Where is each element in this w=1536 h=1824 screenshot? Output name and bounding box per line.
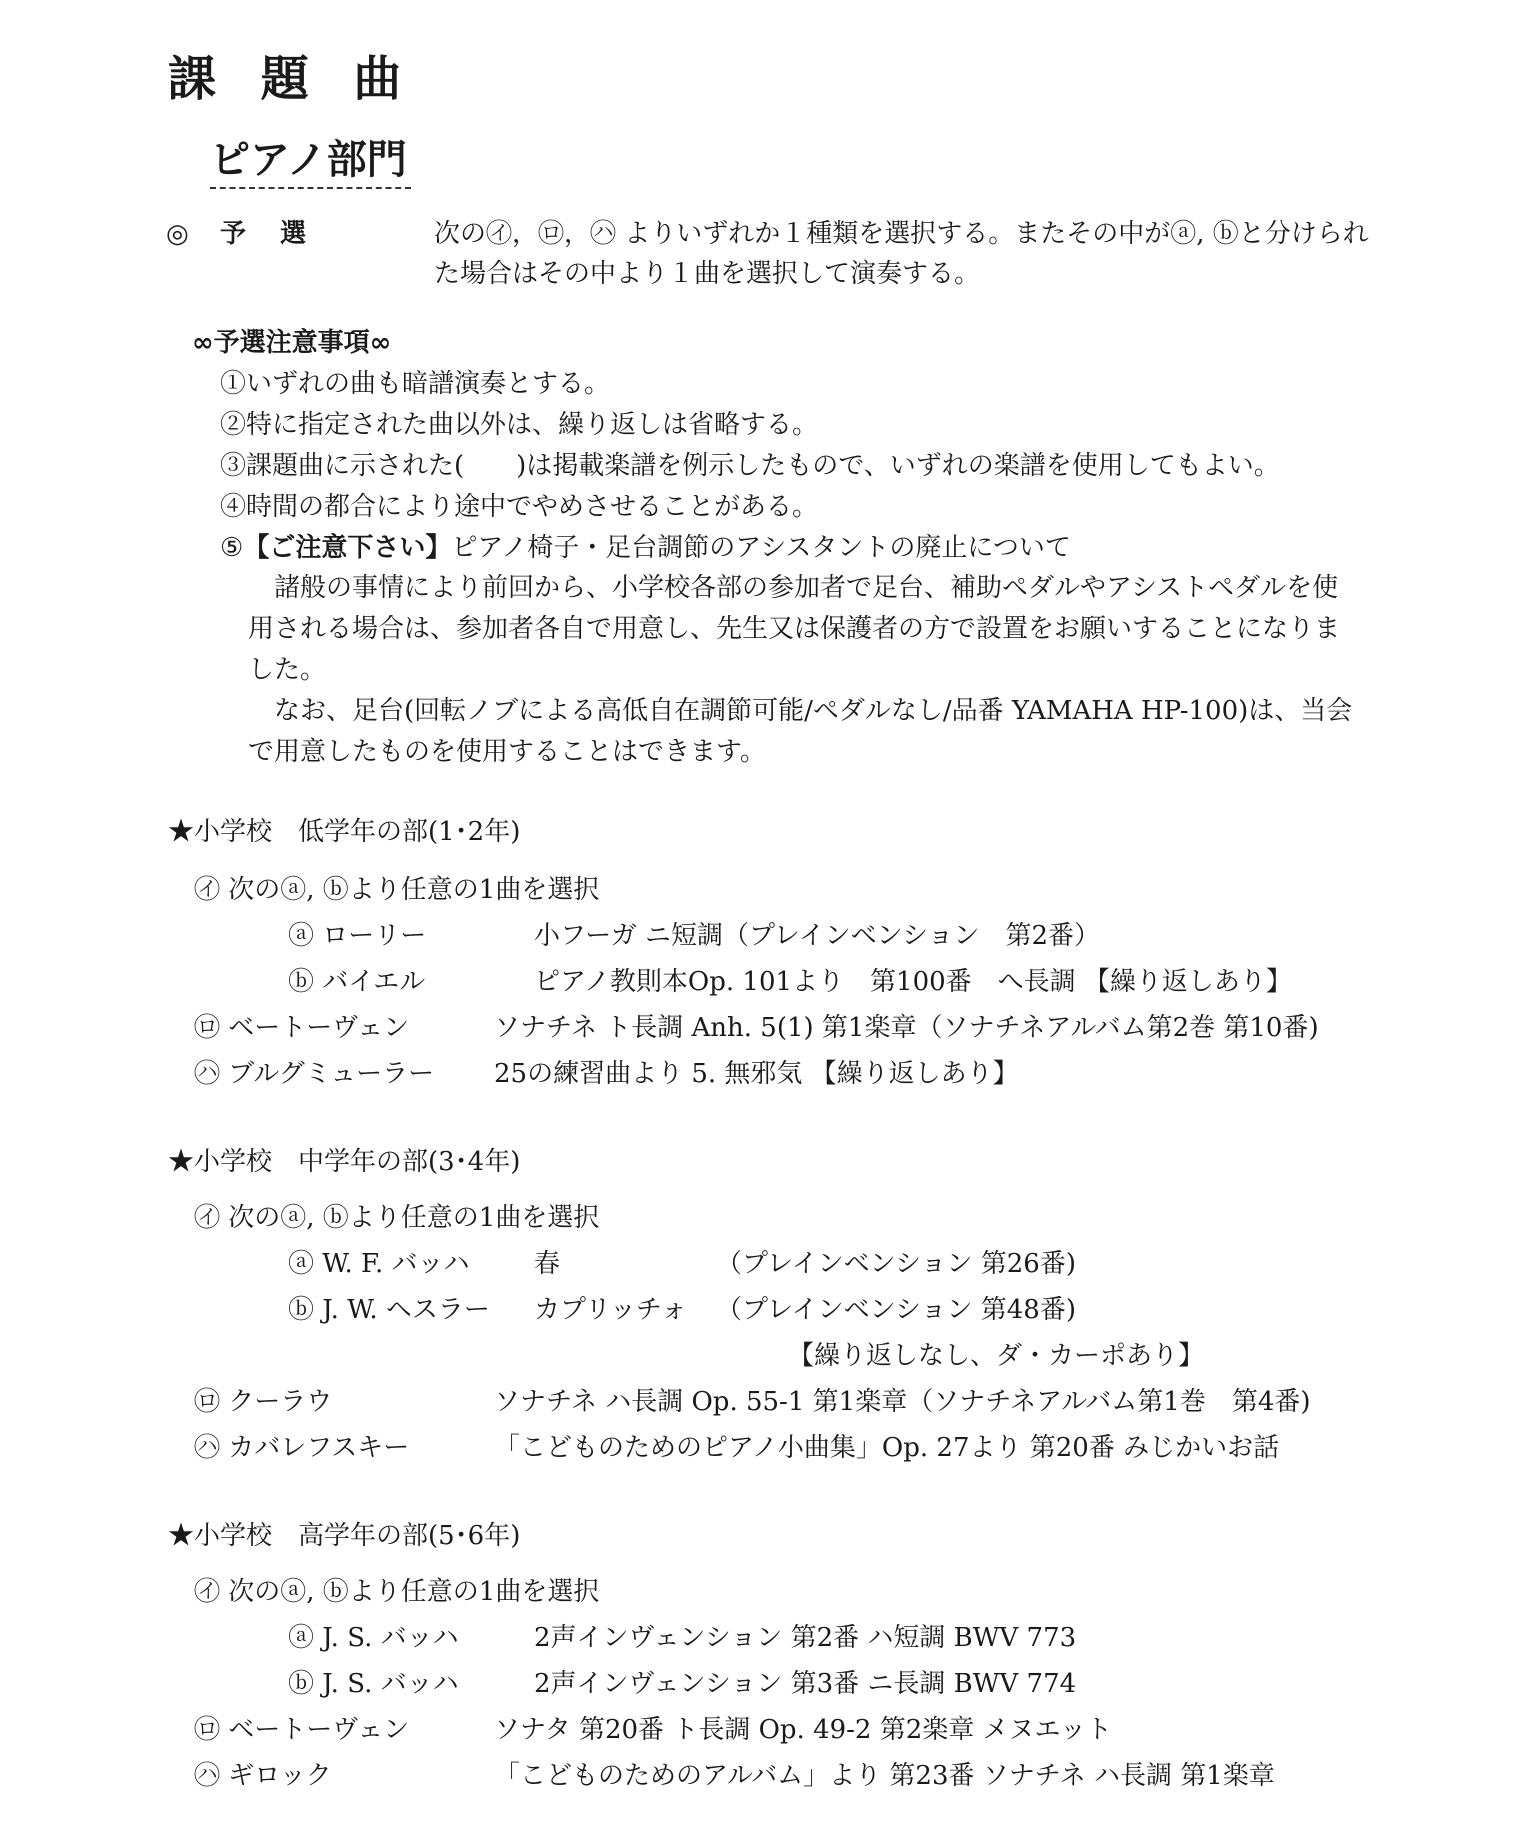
note-item-5-text: ピアノ椅子・足台調節のアシスタントの廃止について [451,533,1071,563]
notes-heading: ∞予選注意事項∞ [192,328,392,358]
div1-ro-composer: ㋺ ベートーヴェン [194,1013,410,1043]
div3-ha-piece: 「こどものためのアルバム」より 第23番 ソナチネ ハ長調 第1楽章 [494,1761,1275,1791]
yosen-desc-line2: た場合はその中より１曲を選択して演奏する。 [434,259,981,289]
div1-a-composer: ⓐ ローリー [288,921,427,951]
div3-a-piece: 2声インヴェンション 第2番 ハ短調 BWV 773 [534,1623,1077,1653]
note-item-2: ②特に指定された曲以外は、繰り返しは省略する。 [220,410,819,440]
page-title: 課 題 曲 [168,51,416,107]
note-item-3: ③課題曲に示された( )は掲載楽譜を例示したもので、いずれの楽譜を使用してもよい。 [220,451,1280,481]
div2-b-composer: ⓑ J. W. ヘスラー [288,1295,490,1325]
div1-b-composer: ⓑ バイエル [288,967,426,997]
div1-ro-piece: ソナチネ ト長調 Anh. 5(1) 第1楽章（ソナチネアルバム第2巻 第10番) [494,1013,1319,1043]
div1-ha-piece: 25の練習曲より 5. 無邪気 【繰り返しあり】 [494,1059,1019,1089]
div2-ha-composer: ㋩ カバレフスキー [194,1433,410,1463]
note-item-4: ④時間の都合により途中でやめさせることがある。 [220,492,819,522]
div2-ro-piece: ソナチネ ハ長調 Op. 55-1 第1楽章（ソナチネアルバム第1巻 第4番) [494,1387,1311,1417]
div2-a-paren: （プレインベンション 第26番) [716,1249,1076,1279]
div3-b-composer: ⓑ J. S. バッハ [288,1669,459,1699]
div3-ha-composer: ㋩ ギロック [194,1761,332,1791]
note-paragraph-2: なお、足台(回転ノブによる高低自在調節可能/ペダルなし/品番 YAMAHA HP-100)は、当会で用意したものを使用することはできます。 [248,696,1353,767]
div3-ro-piece: ソナタ 第20番 ト長調 Op. 49-2 第2楽章 メヌエット [494,1715,1113,1745]
div2-a-composer: ⓐ W. F. バッハ [288,1249,470,1279]
div2-a-piece: 春 [534,1249,561,1279]
div2-b-piece: カプリッチォ [534,1295,688,1325]
div3-b-piece: 2声インヴェンション 第3番 ニ長調 BWV 774 [534,1669,1077,1699]
note-item-5-caution: 【ご注意下さい】 [243,533,452,563]
division-heading-lower: ★小学校 低学年の部(1･2年) [168,817,521,847]
div1-b-piece: ピアノ教則本Op. 101より 第100番 へ長調 【繰り返しあり】 [534,967,1292,997]
note-item-5-num: ⑤ [220,533,244,563]
div2-b-paren: （プレインベンション 第48番) [716,1295,1076,1325]
div1-ha-composer: ㋩ ブルグミューラー [194,1059,435,1089]
div1-option-i: ㋑ 次のⓐ, ⓑより任意の1曲を選択 [194,875,600,905]
div2-b-note: 【繰り返しなし、ダ・カーポあり】 [788,1341,1205,1371]
section-heading: ピアノ部門 [210,128,411,189]
division-heading-upper: ★小学校 高学年の部(5･6年) [168,1521,521,1551]
note-item-5 [220,528,1071,568]
div2-option-i: ㋑ 次のⓐ, ⓑより任意の1曲を選択 [194,1203,600,1233]
div1-a-piece: 小フーガ ニ短調（プレインベンション 第2番） [534,921,1100,951]
div3-a-composer: ⓐ J. S. バッハ [288,1623,459,1653]
div2-ro-composer: ㋺ クーラウ [194,1387,333,1417]
yosen-label: 予 選 [220,219,311,249]
note-paragraph-1: 諸般の事情により前回から、小学校各部の参加者で足台、補助ペダルやアシストペダルを使用される場合は、参加者各自で用意し、先生又は保護者の方で設置をお願いすることになりました。 [248,573,1341,685]
div3-ro-composer: ㋺ ベートーヴェン [194,1715,410,1745]
note-item-1: ①いずれの曲も暗譜演奏とする。 [220,369,611,399]
double-circle-icon: ◎ [166,219,189,249]
div3-option-i: ㋑ 次のⓐ, ⓑより任意の1曲を選択 [194,1577,600,1607]
division-heading-middle: ★小学校 中学年の部(3･4年) [168,1147,521,1177]
yosen-desc-line1: 次の㋑，㋺，㋩ よりいずれか１種類を選択する。またその中がⓐ, ⓑと分けられ [434,219,1369,249]
div2-ha-piece: 「こどものためのピアノ小曲集」Op. 27より 第20番 みじかいお話 [494,1433,1280,1463]
